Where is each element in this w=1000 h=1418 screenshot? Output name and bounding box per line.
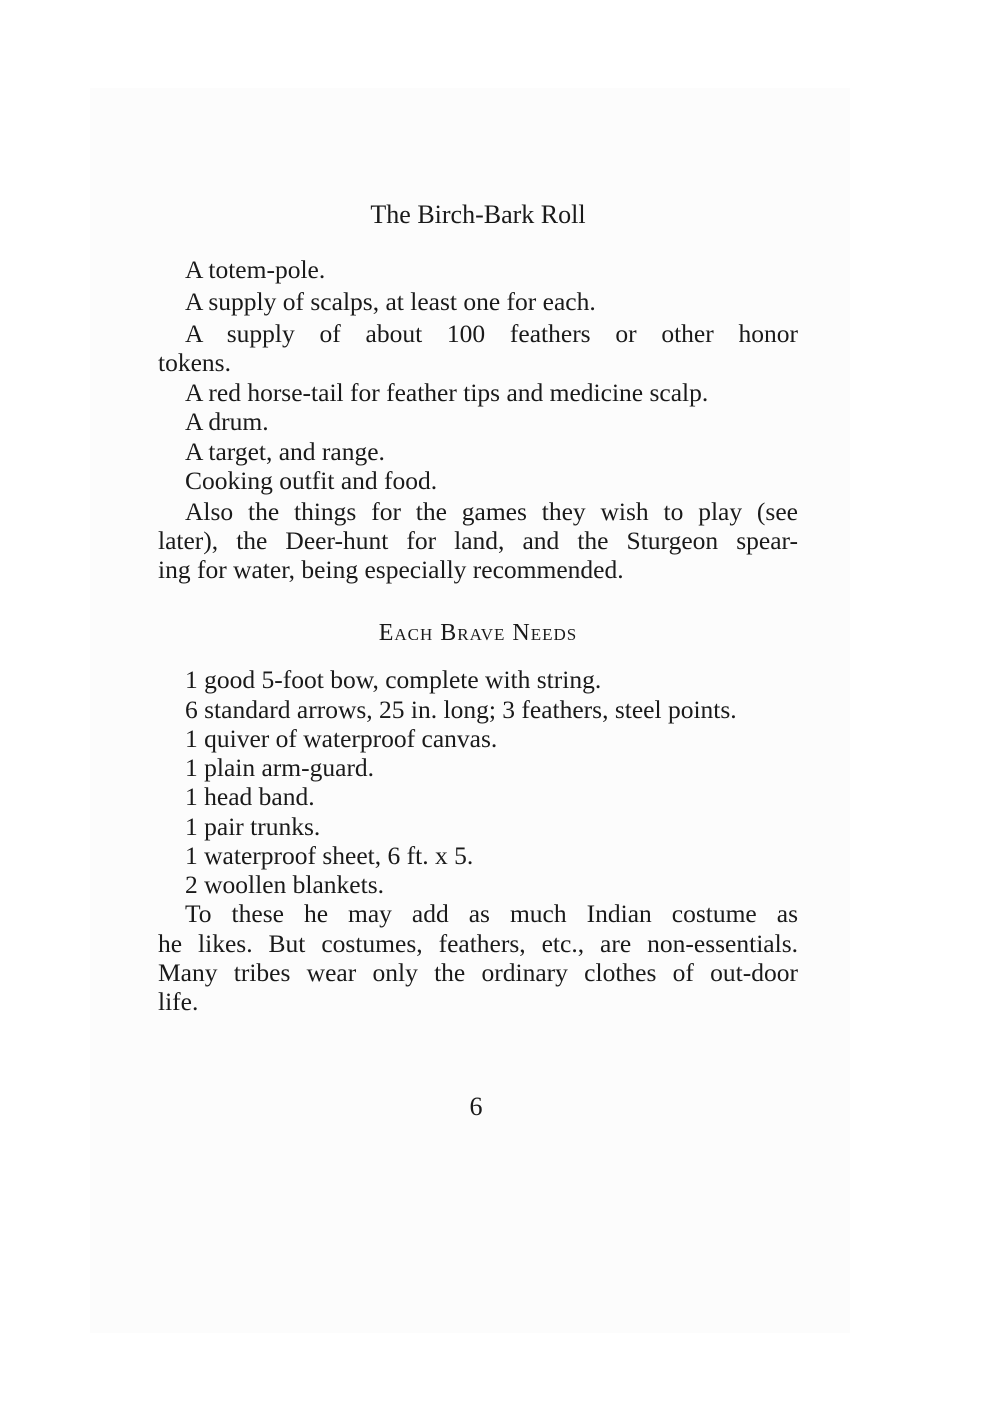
list-item: A totem-pole. xyxy=(185,255,326,284)
list-item: 1 quiver of waterproof canvas. xyxy=(185,724,498,753)
list-item: A supply of scalps, at least one for each. xyxy=(185,287,596,316)
text-line: tokens. xyxy=(158,348,231,377)
paragraph-line: To these he may add as much Indian costume as xyxy=(185,899,798,928)
list-item: A target, and range. xyxy=(185,437,385,466)
paragraph-line: Many tribes wear only the ordinary clothes of out-door xyxy=(158,958,798,987)
page-number: 6 xyxy=(469,1092,483,1121)
list-item: 6 standard arrows, 25 in. long; 3 feathers, steel points. xyxy=(185,695,737,724)
list-item: 2 woollen blankets. xyxy=(185,870,385,899)
list-item: A red horse-tail for feather tips and medicine scalp. xyxy=(185,378,709,407)
list-item: 1 good 5-foot bow, complete with string. xyxy=(185,665,602,694)
list-item: 1 waterproof sheet, 6 ft. x 5. xyxy=(185,841,474,870)
paragraph-line: life. xyxy=(158,987,199,1016)
running-title: The Birch-Bark Roll xyxy=(370,200,586,229)
list-item: 1 head band. xyxy=(185,782,315,811)
paragraph-line: he likes. But costumes, feathers, etc., are non-essentials. xyxy=(158,929,798,958)
paragraph-line: Also the things for the games they wish to play (see xyxy=(185,497,798,526)
list-item: Cooking outfit and food. xyxy=(185,466,438,495)
paragraph-line: later), the Deer-hunt for land, and the Sturgeon spear- xyxy=(158,526,798,555)
section-heading: Each Brave Needs xyxy=(378,620,578,646)
paragraph-line: ing for water, being especially recommended. xyxy=(158,555,624,584)
list-item: A supply of about 100 feathers or other honor xyxy=(185,319,798,348)
list-item: 1 pair trunks. xyxy=(185,812,321,841)
list-item: A drum. xyxy=(185,407,269,436)
list-item: 1 plain arm-guard. xyxy=(185,753,375,782)
